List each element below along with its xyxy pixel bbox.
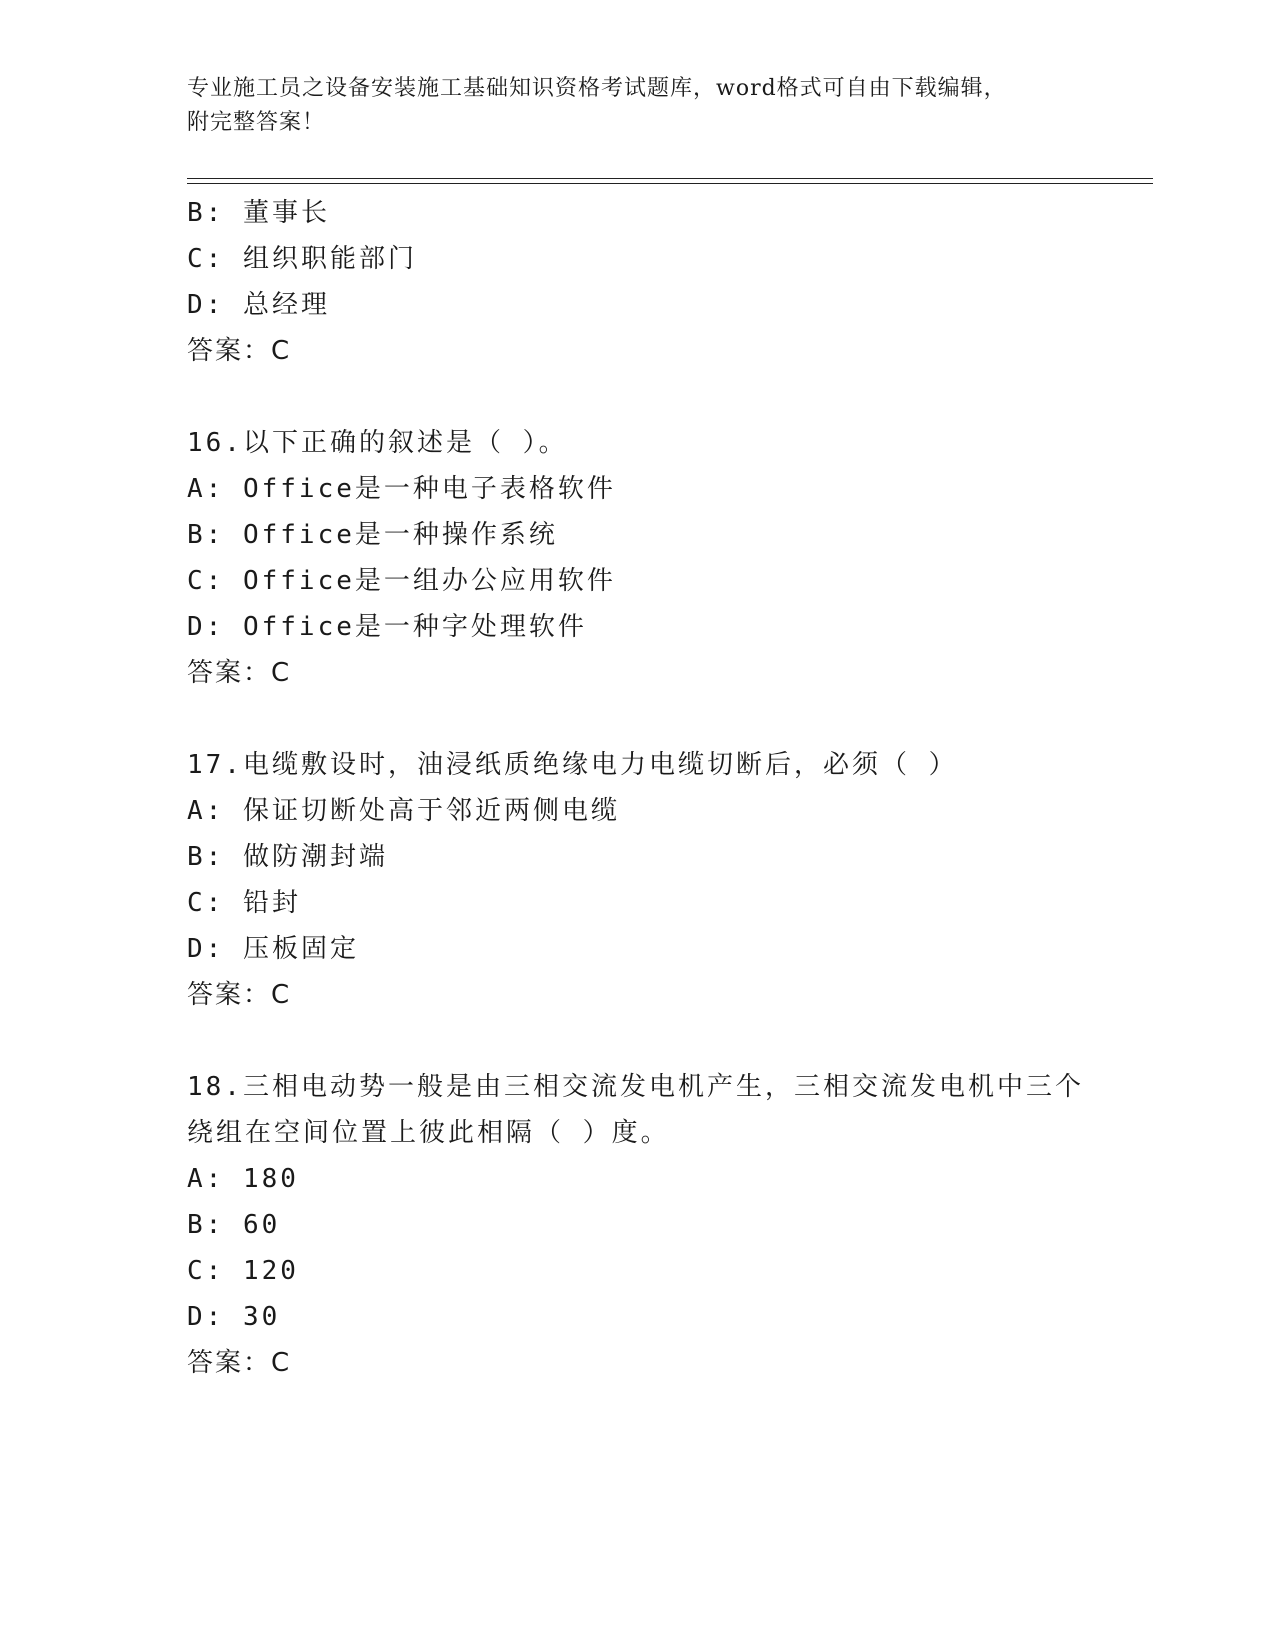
question-16 (187, 420, 1087, 696)
question-stem-line-2: 绕组在空间位置上彼此相隔（ ）度。 (187, 1118, 670, 1148)
option-b: B: 董事长 (187, 198, 330, 228)
option-c: C: 铅封 (187, 888, 301, 918)
answer-line: 答案：C (187, 980, 292, 1010)
question-list (187, 190, 1087, 1386)
answer-line: 答案：C (187, 336, 292, 366)
question-stem-line-1: 18.三相电动势一般是由三相交流发电机产生，三相交流发电机中三个 (187, 1072, 1084, 1102)
spacer (187, 696, 1087, 742)
option-c: C: Office是一组办公应用软件 (187, 566, 616, 596)
option-a: A: 180 (187, 1164, 299, 1194)
question-stem: 16.以下正确的叙述是（ ）。 (187, 428, 568, 458)
option-c: C: 120 (187, 1256, 299, 1286)
option-b: B: 60 (187, 1210, 281, 1240)
answer-line: 答案：C (187, 1348, 292, 1378)
spacer (187, 1018, 1087, 1064)
option-b: B: Office是一种操作系统 (187, 520, 558, 550)
question-17 (187, 742, 1087, 1018)
option-c: C: 组织职能部门 (187, 244, 417, 274)
header-line-2: 附完整答案！ (187, 110, 326, 135)
option-d: D: Office是一种字处理软件 (187, 612, 587, 642)
option-a: A: Office是一种电子表格软件 (187, 474, 616, 504)
header-divider-top (187, 178, 1153, 179)
option-d: D: 压板固定 (187, 934, 359, 964)
document-header (187, 72, 1067, 140)
question-15-continued (187, 190, 1087, 374)
question-stem: 17.电缆敷设时，油浸纸质绝缘电力电缆切断后，必须（ ） (187, 750, 958, 780)
option-d: D: 总经理 (187, 290, 330, 320)
header-line-1: 专业施工员之设备安装施工基础知识资格考试题库，word格式可自由下载编辑， (187, 76, 1007, 101)
question-18 (187, 1064, 1087, 1386)
option-b: B: 做防潮封端 (187, 842, 388, 872)
spacer (187, 374, 1087, 420)
answer-line: 答案：C (187, 658, 292, 688)
option-d: D: 30 (187, 1302, 281, 1332)
option-a: A: 保证切断处高于邻近两侧电缆 (187, 796, 620, 826)
header-divider-bottom (187, 183, 1153, 184)
